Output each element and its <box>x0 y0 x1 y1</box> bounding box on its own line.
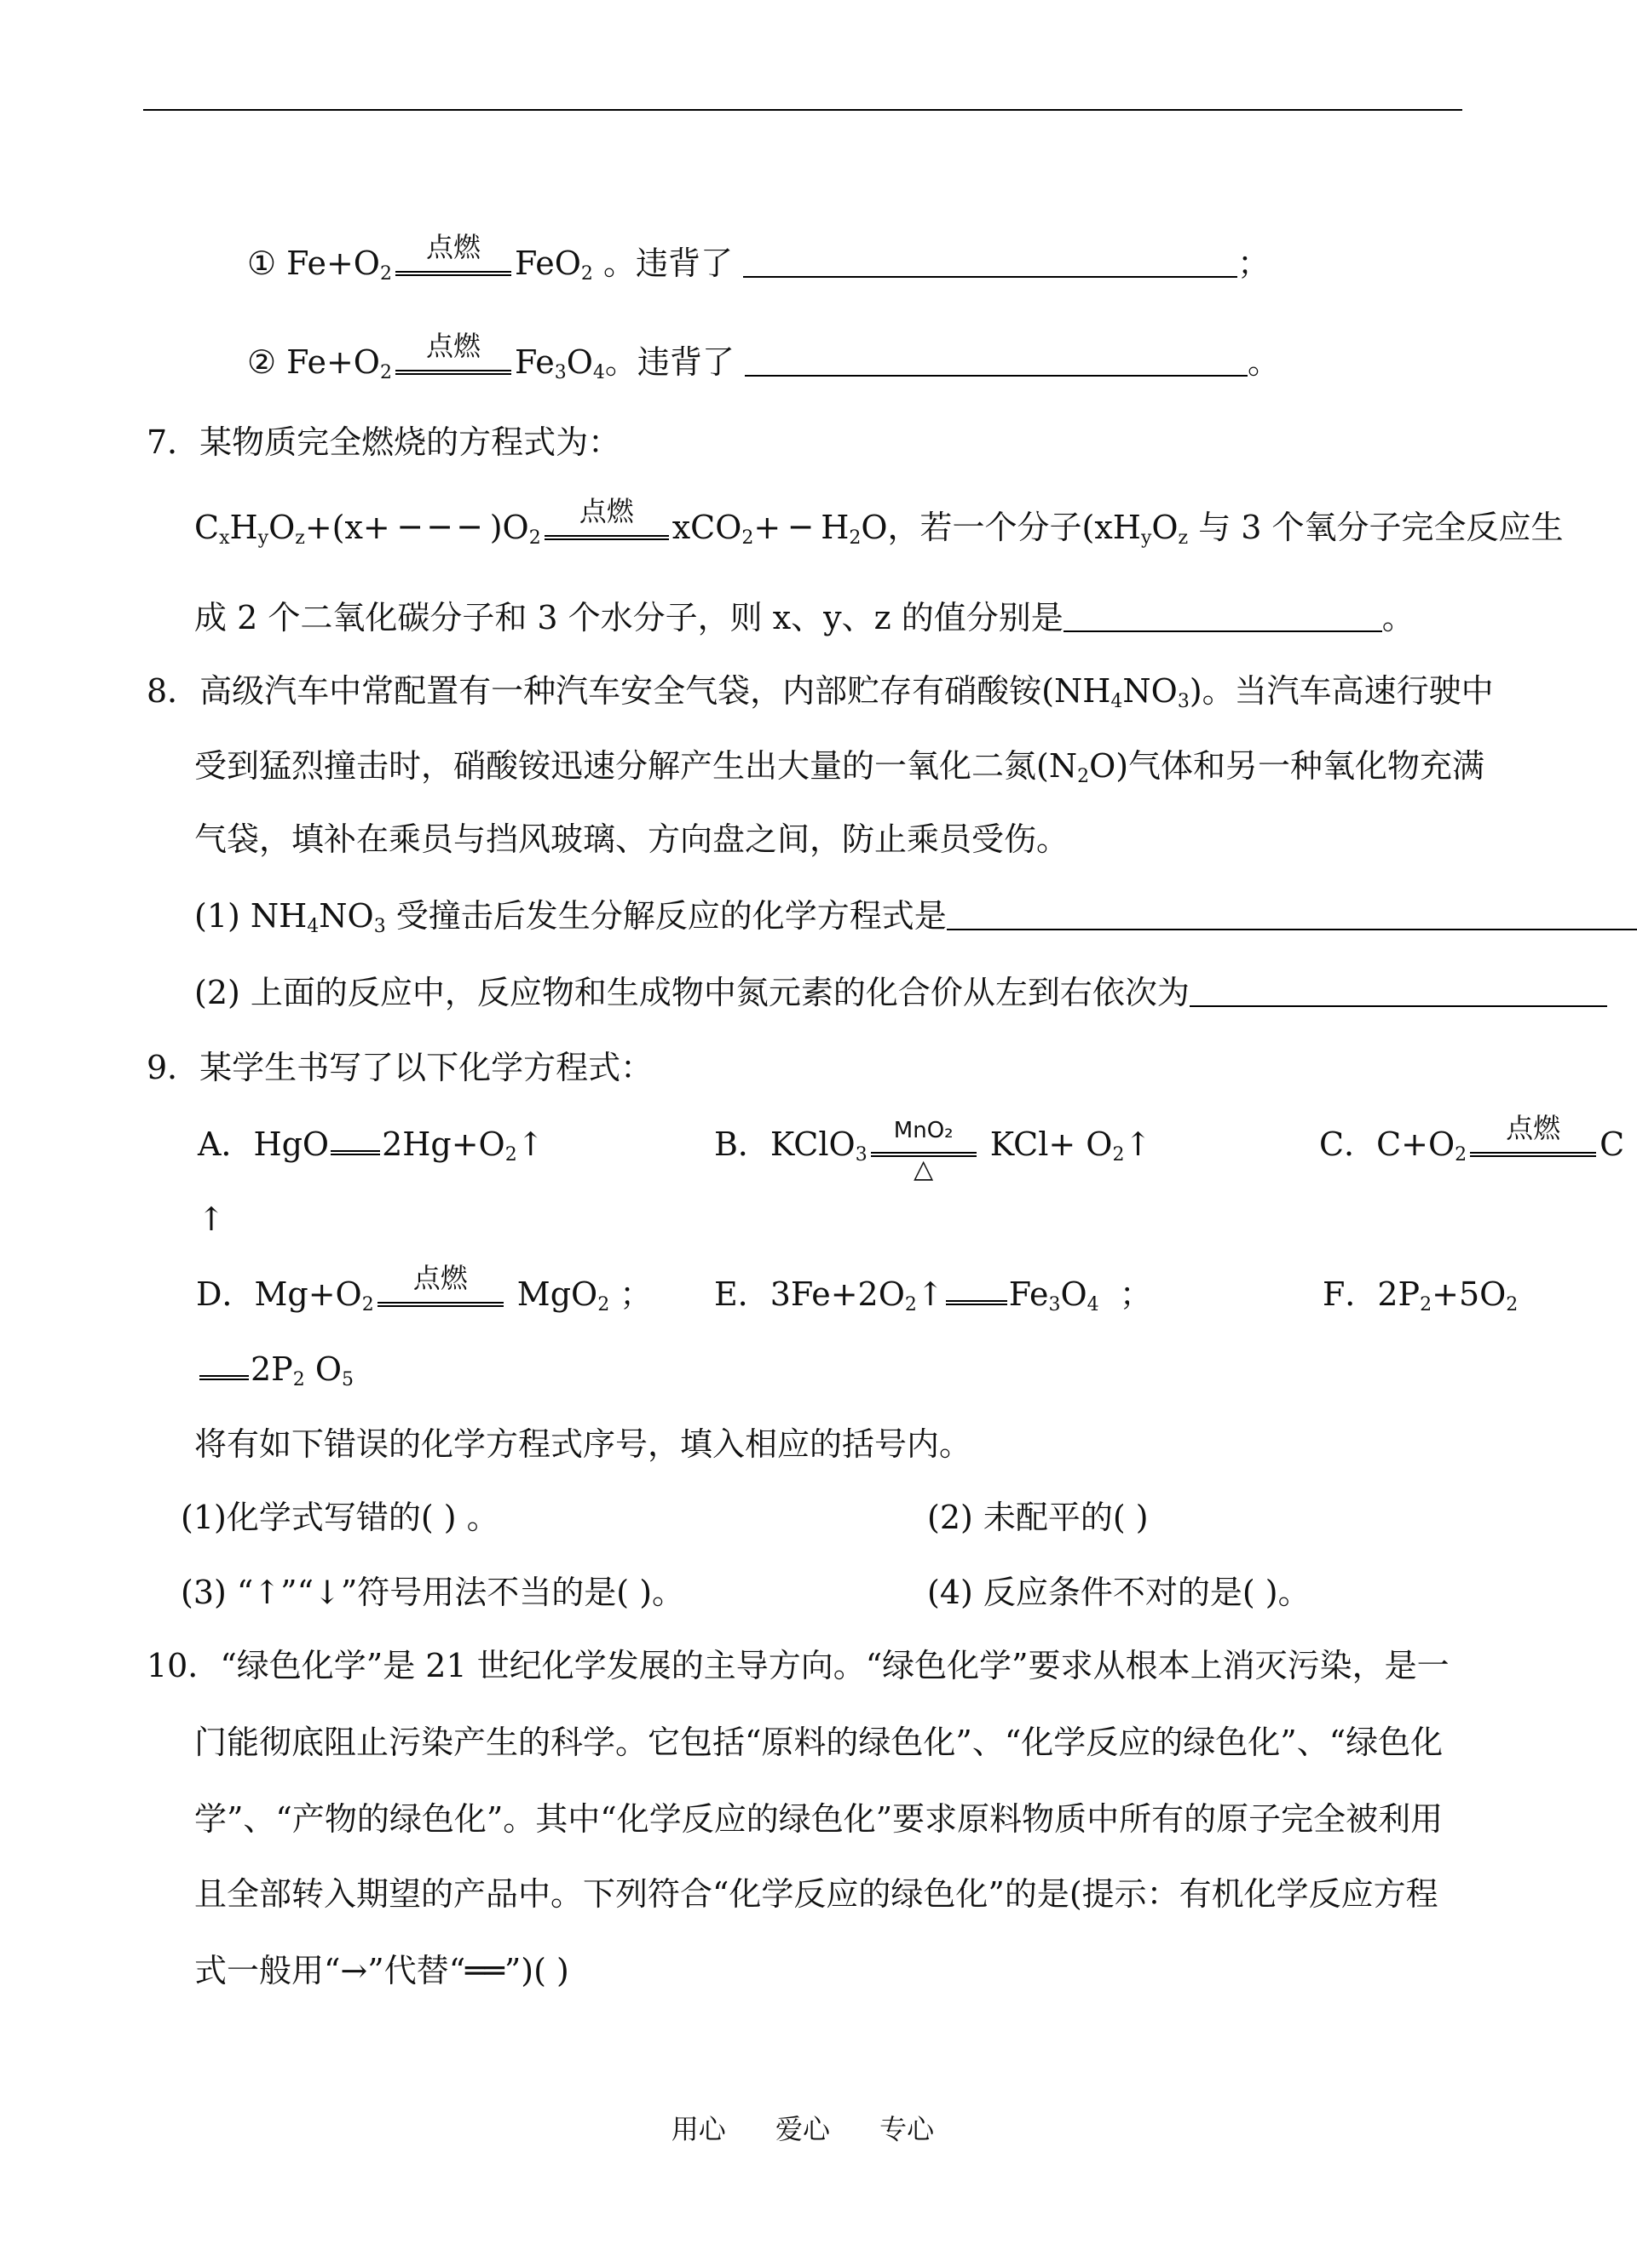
answer-blank[interactable] <box>947 901 1637 930</box>
q8-part2: (2) 上面的反应中，反应物和生成物中氮元素的化合价从左到右依次为 <box>194 976 1607 1009</box>
answer-blank[interactable] <box>745 348 1248 377</box>
reaction-condition: MnO₂ △ <box>871 1131 977 1157</box>
reaction-condition: 点燃 <box>378 1281 504 1307</box>
q10-line1: 10．“绿色化学”是 21 世纪化学发展的主导方向。“绿色化学”要求从根本上消灭污染，是一 <box>147 1647 1450 1684</box>
header-rule <box>143 109 1462 111</box>
q9-instruction: 将有如下错误的化学方程式序号，填入相应的括号内。 <box>194 1425 972 1463</box>
q9-option-d: D．$Mg+O_2$ 点燃 MgO$_2$ ； <box>196 1262 653 1315</box>
page-footer: 用心 爱心 专心 <box>671 2113 935 2145</box>
q7-equation: $C_xH_yO_z+(x+$ ─ ─ ─ )$O_2$ 点燃 xCO$_2$+ ─ $H_2O$，若一个分子($xH_yO_z$ 与 3 个氧分子完全反应生 <box>194 495 1564 549</box>
q10-line5: 式一般用“→”代替“══”)( ) <box>194 1952 569 1989</box>
q10-line4: 且全部转入期望的产品中。下列符合“化学反应的绿色化”的是(提示：有机化学反应方程 <box>194 1875 1438 1913</box>
q9-option-a: A．HgO $2Hg+O_2↑$ <box>198 1125 545 1166</box>
q9-answer-3[interactable]: (3) “↑”“↓”符号用法不当的是( )。 <box>181 1574 685 1611</box>
q9-option-b: B．KClO$_3$ MnO₂ △ $KCl+ O_2↑$ <box>714 1118 1152 1184</box>
q6-item-1: ① $Fe+O_2$ 点燃 FeO$_2$ 。违背了 ； <box>247 231 1271 285</box>
q9-answer-2[interactable]: (2) 未配平的( ) <box>927 1499 1149 1536</box>
q9-option-f: F．$2P_2+5O_2$ <box>1323 1275 1519 1315</box>
q8-line2: 受到猛烈撞击时，硝酸铵迅速分解产生出大量的一氧化二氮$(N_2O)$气体和另一种氧化物充满 <box>194 747 1485 787</box>
q9-option-c: C．$C+O_2$ 点燃 C <box>1319 1112 1625 1166</box>
reaction-condition: 点燃 <box>395 250 511 276</box>
q8-part1: (1) $NH_4NO_3$ 受撞击后发生分解反应的化学方程式是 <box>194 900 1637 932</box>
q10-line2: 门能彻底阻止污染产生的科学。它包括“原料的绿色化”、“化学反应的绿色化”、“绿色化 <box>194 1724 1444 1761</box>
answer-blank[interactable] <box>1190 978 1607 1007</box>
q9-answer-4[interactable]: (4) 反应条件不对的是( )。 <box>927 1574 1311 1611</box>
q7-title: 7．某物质完全燃烧的方程式为： <box>147 423 621 461</box>
answer-blank[interactable] <box>1063 603 1382 632</box>
q9-option-e: E．$3Fe+2O_2↑$ $Fe_3O_4$ ； <box>714 1275 1152 1315</box>
q9-option-f-cont: $2P_2$ $O_5$ <box>198 1353 354 1385</box>
q9-option-c-cont: ↑ <box>198 1200 225 1238</box>
q8-line3: 气袋，填补在乘员与挡风玻璃、方向盘之间，防止乘员受伤。 <box>194 820 1069 858</box>
q6-item-2: ② $Fe+O_2$ 点燃 $Fe_3O_4$。违背了 。 <box>247 330 1281 383</box>
q8-line1: 8．高级汽车中常配置有一种汽车安全气袋，内部贮存有硝酸铵$(NH_4NO_3)$。当汽车高速行驶中 <box>147 672 1494 712</box>
q10-line3: 学”、“产物的绿色化”。其中“化学反应的绿色化”要求原料物质中所有的原子完全被利用 <box>194 1800 1444 1838</box>
q7-line2: 成 2 个二氧化碳分子和 3 个水分子，则 x、y、z 的值分别是 。 <box>194 599 1415 636</box>
reaction-condition: 点燃 <box>1470 1131 1596 1157</box>
q9-answer-1[interactable]: (1)化学式写错的( ) 。 <box>181 1499 499 1536</box>
answer-blank[interactable] <box>743 249 1237 278</box>
q9-title: 9．某学生书写了以下化学方程式： <box>147 1049 654 1086</box>
reaction-condition: 点燃 <box>395 349 511 375</box>
reaction-condition: 点燃 <box>545 515 669 540</box>
